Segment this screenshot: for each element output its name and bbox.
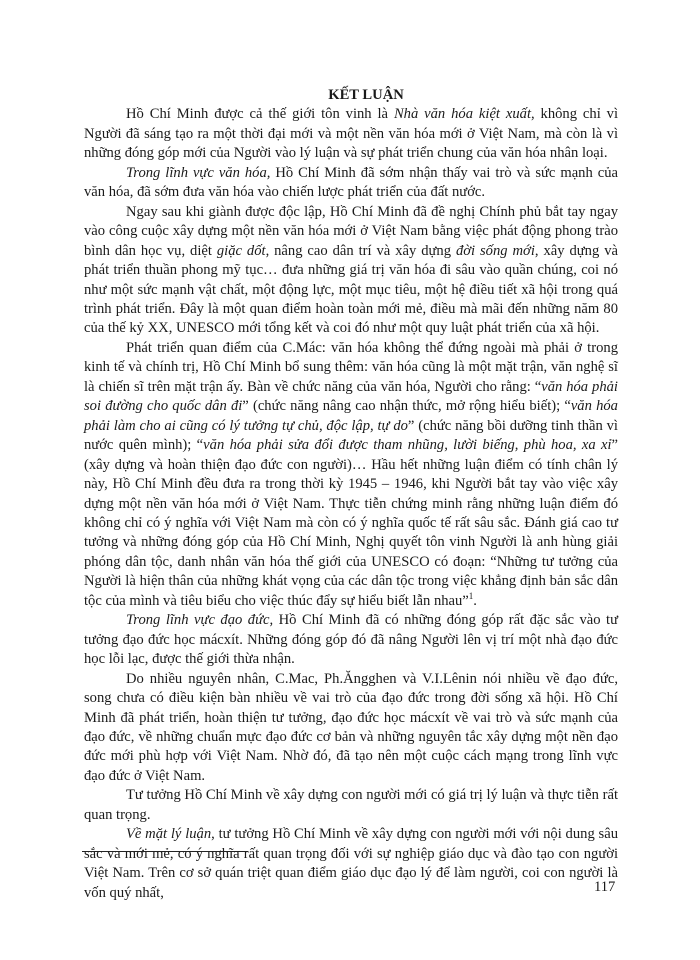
paragraph xyxy=(84,203,618,339)
text-segment: Phát triển quan điểm của C.Mác: văn hóa không thể đứng ngoài mà phải ở trong kinh tế và chính trị, Hồ Chí Minh bổ sung thêm: văn hóa cũng là một mặt trận, văn nghệ sĩ là chiến sĩ trên mặt trận ấy. Bàn về chức năng của văn hóa, Người cho rằng: “ xyxy=(84,339,618,395)
page-title: KẾT LUẬN xyxy=(328,87,404,103)
body-text xyxy=(84,105,618,903)
text-segment: , không chỉ vì Người đã sáng tạo ra một thời đại mới và một nền văn hóa mới ở Việt Nam, mà còn là vì những đóng góp mới của Người vào lý luận và sự phát triển chung của văn hóa nhân loại. xyxy=(84,106,618,162)
emphasis-text: văn hóa phải làm cho ai cũng có lý tưởng tự chủ, độc lập, tự do xyxy=(84,398,618,434)
emphasis-text: giặc dốt xyxy=(216,242,266,259)
paragraph xyxy=(84,786,618,825)
emphasis-text: Về mặt lý luận xyxy=(126,826,212,843)
text-segment: Hồ Chí Minh đã có những đóng góp rất đặc sắc vào tư tưởng đạo đức học mácxít. Những đóng góp đó đã nâng Người lên vị trí một nhà đạo đức học lỗi lạc, được thế giới thừa nhận. xyxy=(84,612,618,668)
paragraph xyxy=(84,105,618,163)
text-segment: Hồ Chí Minh đã sớm nhận thấy vai trò và sức mạnh của văn hóa, đã sớm đưa văn hóa vào chiến lược phát triển của đất nước. xyxy=(84,164,618,201)
text-segment: ” (chức năng bồi dưỡng tinh thần vì nước quên mình); “ xyxy=(84,417,618,454)
paragraph xyxy=(84,611,618,669)
document-page xyxy=(84,86,618,903)
text-segment: Hồ Chí Minh được cả thế giới tôn vinh là xyxy=(126,106,394,123)
text-segment: . xyxy=(473,592,477,609)
text-segment: ” (chức năng nâng cao nhận thức, mở rộng hiểu biết); “ xyxy=(242,398,571,415)
emphasis-text: đời sống mới xyxy=(455,242,535,259)
text-segment: Do nhiều nguyên nhân, C.Mac, Ph.Ăngghen và V.I.Lênin nói nhiều về đạo đức, song chưa có điều kiện bàn nhiều về vai trò của đạo đức trong đời sống xã hội. Hồ Chí Minh đã phát triển, hoàn thiện tư tưởng, đạo đức học mácxít về vai trò và sức mạnh của đạo đức, về những chuẩn mực đạo đức cơ bản và những nguyên tắc xây dựng một nền đạo đức mới phù hợp với Việt Nam. Nhờ đó, đã tạo nên một cuộc cách mạng trong lĩnh vực đạo đức ở Việt Nam. xyxy=(84,670,618,784)
paragraph xyxy=(84,670,618,787)
paragraph xyxy=(84,339,618,611)
emphasis-text: Trong lĩnh vực văn hóa, xyxy=(126,164,271,181)
emphasis-text: Nhà văn hóa kiệt xuất xyxy=(393,106,531,123)
text-segment: Tư tưởng Hồ Chí Minh về xây dựng con người mới có giá trị lý luận và thực tiễn rất quan trọng. xyxy=(84,787,618,823)
text-segment: ” (xây dựng và hoàn thiện đạo đức con người)… Hầu hết những luận điểm có tính chân lý này, Hồ Chí Minh đều đưa ra trong thời kỳ 1945 – 1946, khi Người bắt tay vào việc xây dựng một nền văn hóa mới ở Việt Nam. Thực tiễn chứng minh rằng những luận điểm đó không chỉ có ý nghĩa với Việt Nam mà còn có ý nghĩa quốc tế rất sâu sắc. Đánh giá cao tư tưởng và những đóng góp của Hồ Chí Minh, Nghị quyết tôn vinh Người là anh hùng giải phóng dân tộc, danh nhân văn hóa thế giới của UNESCO có đoạn: “Những tư tưởng của Người là hiện thân của những khát vọng của các dân tộc trong việc khẳng định bản sắc dân tộc của mình và tiêu biểu cho việc thúc đẩy sự hiểu biết lẫn nhau” xyxy=(84,437,618,609)
emphasis-text: văn hóa phải soi đường cho quốc dân đi xyxy=(84,378,618,415)
text-segment: , nâng cao dân trí và xây dựng xyxy=(265,242,456,259)
text-segment: , xây dựng và phát triển thuần phong mỹ tục… đưa những giá trị văn hóa đi sâu vào quần chúng, coi nó như một sức mạnh vật chất, một động lực, một mục tiêu, một hệ điều tiết xã hội trong quá trình phát triển. Đây là một quan điểm hoàn toàn mới mẻ, điều mà mãi đến những năm 80 của thế kỷ XX, UNESCO mới tổng kết và coi đó như một quy luật phát triển của xã hội. xyxy=(84,242,618,337)
paragraph xyxy=(84,164,618,203)
text-segment: , tư tưởng Hồ Chí Minh về xây dựng con người mới với nội dung sâu sắc và mới mẻ, có ý nghĩa rất quan trọng đối với sự nghiệp giáo dục và đào tạo con người Việt Nam. Trên cơ sở quán triệt quan điểm giáo dục đạo lý để làm người, coi con người là vốn quý nhất, xyxy=(84,826,618,901)
emphasis-text: văn hóa phải sửa đổi được tham nhũng, lười biếng, phù hoa, xa xỉ xyxy=(203,437,612,454)
paragraph xyxy=(84,825,618,903)
footnote-marker: 1 xyxy=(468,590,474,601)
page-number: 117 xyxy=(594,879,616,895)
text-segment: Ngay sau khi giành được độc lập, Hồ Chí Minh đã đề nghị Chính phủ bắt tay ngay vào công cuộc xây dựng một nền văn hóa mới ở Việt Nam bằng việc phát động phong trào bình dân học vụ, diệt xyxy=(84,203,618,259)
footnote-divider xyxy=(82,851,248,852)
emphasis-text: Trong lĩnh vực đạo đức, xyxy=(126,612,274,629)
